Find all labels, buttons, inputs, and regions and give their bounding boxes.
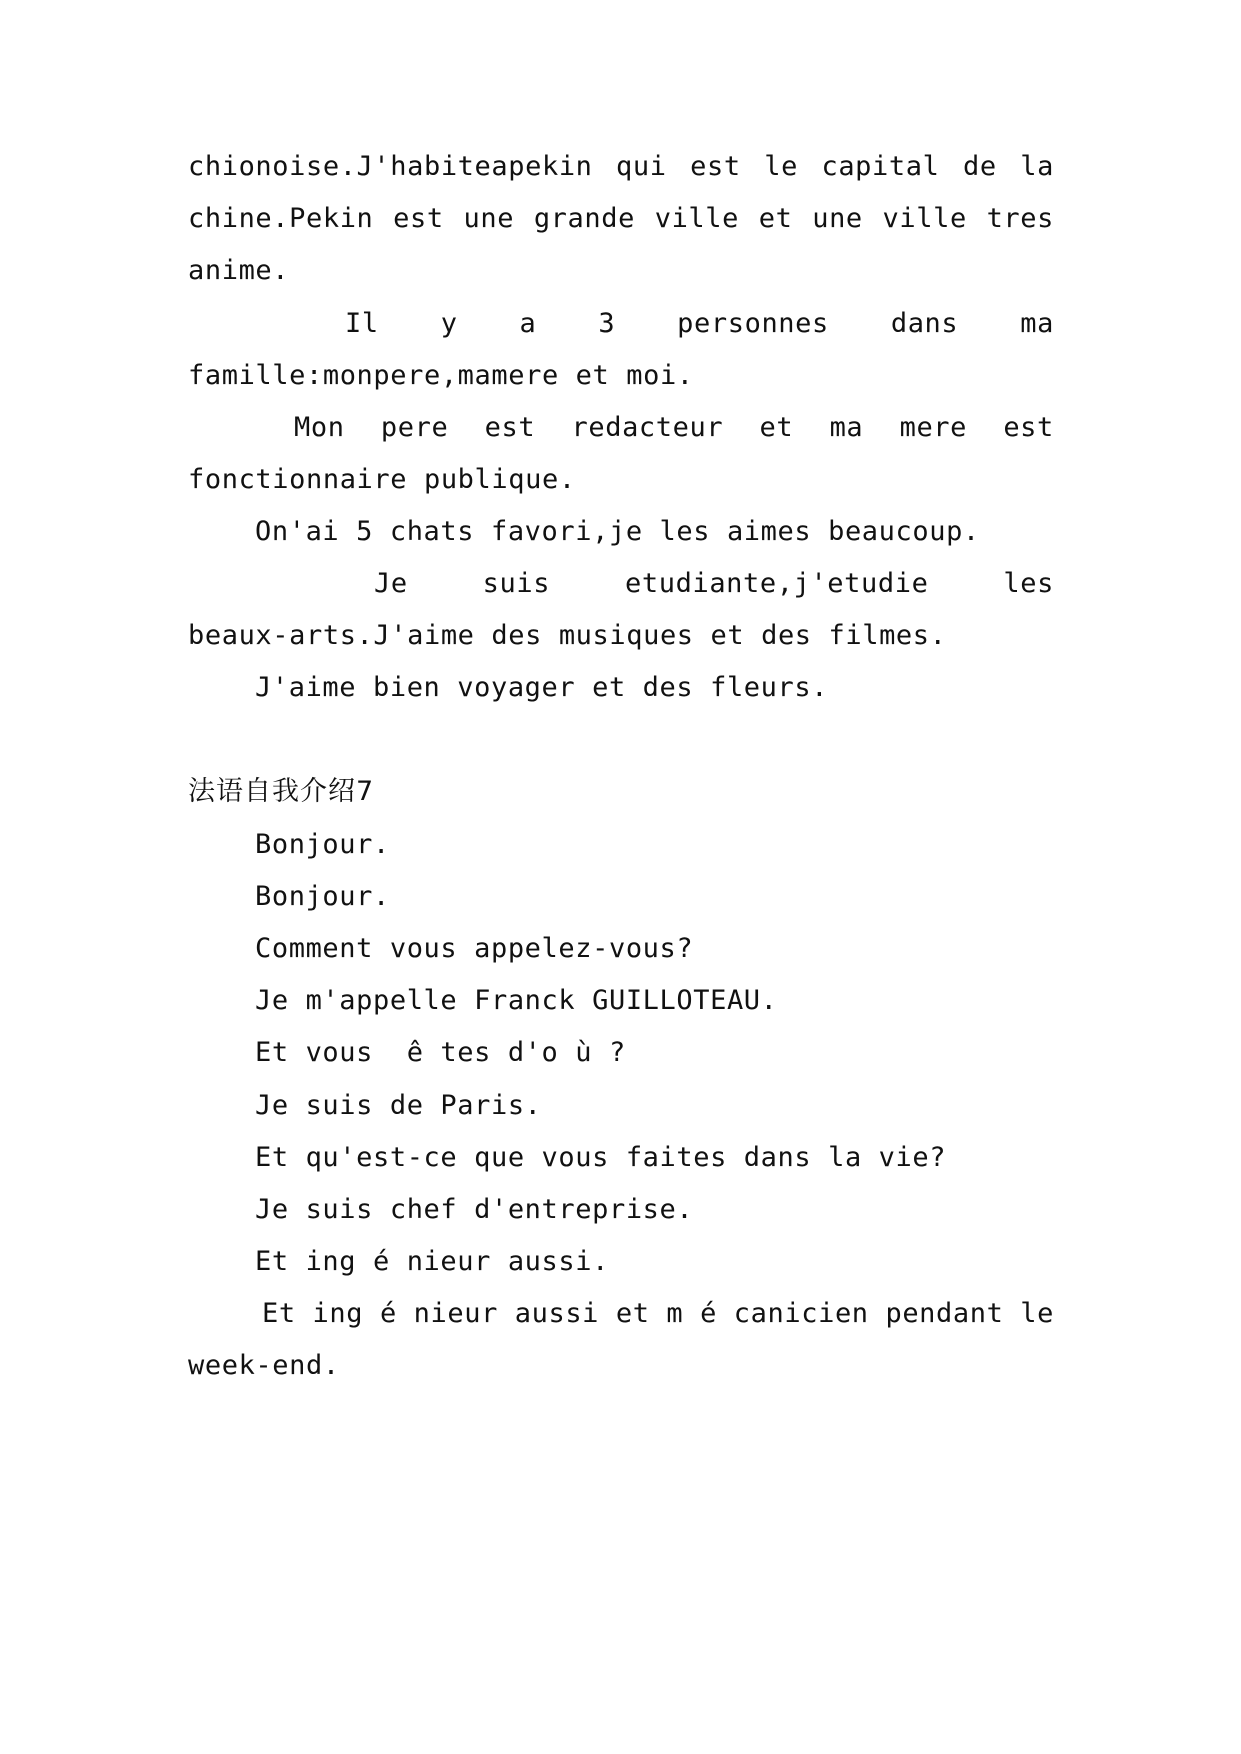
word: ing é nieur — [312, 1298, 498, 1329]
word: personnes — [677, 308, 829, 339]
dialogue-line: Bonjour. — [255, 829, 390, 860]
word: qui — [616, 151, 667, 182]
word: Et — [262, 1298, 296, 1329]
word: Il — [345, 308, 379, 339]
dialogue-line: Je suis chef d'entreprise. — [255, 1194, 694, 1225]
word: une — [463, 203, 515, 234]
p2-line-2: famille:monpere,mamere et moi. — [188, 360, 694, 391]
p3-line-2: fonctionnaire publique. — [188, 464, 576, 495]
word: pere — [380, 412, 449, 443]
dialogue-line: Je m'appelle Franck GUILLOTEAU. — [255, 985, 778, 1016]
word: mere — [899, 412, 968, 443]
p3-line-1 — [294, 411, 1054, 445]
word: la — [1020, 151, 1054, 182]
word: ville — [882, 203, 967, 234]
p2-line-1 — [345, 307, 1054, 341]
word: le — [764, 151, 798, 182]
word: ma — [829, 412, 864, 443]
dialogue-line: Bonjour. — [255, 881, 390, 912]
word: et — [615, 1298, 650, 1329]
word: redacteur — [571, 412, 724, 443]
word: y — [440, 308, 458, 339]
word: Mon — [294, 412, 345, 443]
word: chine.Pekin — [188, 203, 374, 234]
p1-line-3: anime. — [188, 255, 290, 286]
word: ville — [654, 203, 739, 234]
word: m é canicien — [666, 1298, 869, 1329]
p6-line-1: J'aime bien voyager et des fleurs. — [255, 672, 829, 703]
word: chionoise.J'habiteapekin — [188, 151, 593, 182]
word: est — [1003, 412, 1054, 443]
p5-line-2: beaux-arts.J'aime des musiques et des filmes. — [188, 620, 947, 651]
word: ma — [1020, 308, 1054, 339]
last-para-line-2: week-end. — [188, 1350, 340, 1381]
dialogue-line: Et qu'est-ce que vous faites dans la vie? — [255, 1142, 947, 1173]
word: a — [519, 308, 537, 339]
word: le — [1020, 1298, 1054, 1329]
word: 3 — [598, 308, 616, 339]
word: les — [1003, 568, 1054, 599]
word: est — [393, 203, 444, 234]
word: une — [812, 203, 863, 234]
word: etudiante,j'etudie — [625, 568, 929, 599]
p1-line-2 — [188, 202, 1054, 236]
dialogue-line: Comment vous appelez-vous? — [255, 933, 694, 964]
p4-line-1: On'ai 5 chats favori,je les aimes beaucoup. — [255, 516, 980, 547]
word: dans — [890, 308, 959, 339]
word: et — [758, 203, 793, 234]
last-para-line-1 — [262, 1297, 1054, 1331]
dialogue-line: Et vous ê tes d'o ù ? — [255, 1037, 626, 1068]
word: est — [690, 151, 741, 182]
word: aussi — [514, 1298, 600, 1329]
word: pendant — [885, 1298, 1004, 1329]
word: grande — [533, 203, 635, 234]
p1-line-1 — [188, 150, 1054, 184]
word: est — [484, 412, 536, 443]
word: suis — [482, 568, 551, 599]
section-heading: 法语自我介绍7 — [188, 776, 375, 807]
word: de — [962, 151, 997, 182]
word: Je — [374, 568, 408, 599]
p5-line-1 — [374, 567, 1054, 601]
word: et — [759, 412, 794, 443]
word: tres — [986, 203, 1054, 234]
dialogue-line: Je suis de Paris. — [255, 1090, 542, 1121]
dialogue-line: Et ing é nieur aussi. — [255, 1246, 609, 1277]
word: capital — [821, 151, 940, 182]
